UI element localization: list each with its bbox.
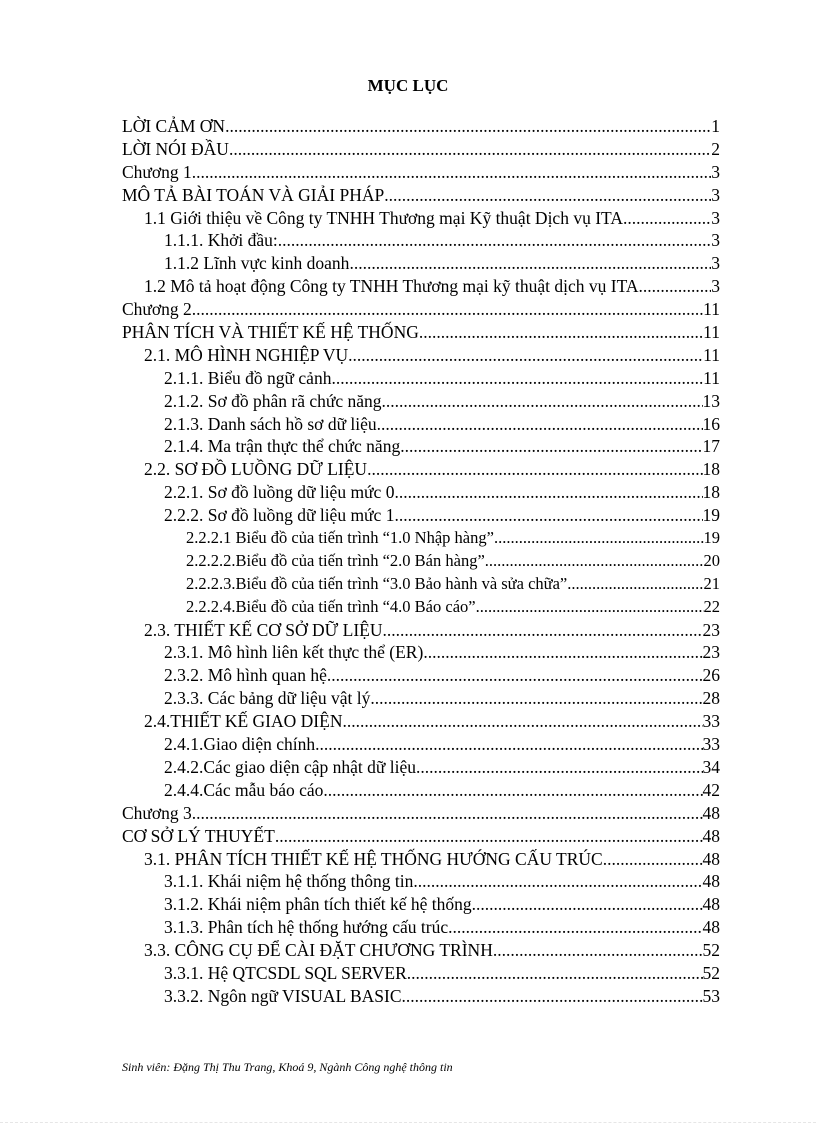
toc-entry xyxy=(122,116,720,139)
toc-entry-label: 1.2 Mô tả hoạt động Công ty TNHH Thương mại kỹ thuật dịch vụ ITA xyxy=(144,276,639,297)
toc-entry xyxy=(122,620,720,643)
toc-entry xyxy=(122,505,720,528)
toc-entry-page: 11 xyxy=(703,367,720,388)
dot-leader xyxy=(476,597,704,617)
dot-leader xyxy=(370,688,702,709)
toc-entry-page: 48 xyxy=(702,917,720,938)
toc-entry xyxy=(122,276,720,299)
toc-entry-label: 2.3.3. Các bảng dữ liệu vật lý xyxy=(164,688,371,709)
toc-entry xyxy=(122,459,720,482)
toc-entry-label: 1.1 Giới thiệu về Công ty TNHH Thương mại Kỹ thuật Dịch vụ ITA xyxy=(144,207,623,228)
toc-entry xyxy=(122,528,720,551)
dot-leader xyxy=(413,871,702,892)
toc-entry-label: 3.3. CÔNG CỤ ĐỂ CÀI ĐẶT CHƯƠNG TRÌNH xyxy=(144,940,493,961)
toc-entry-label: 2.3.1. Mô hình liên kết thực thể (ER) xyxy=(164,642,424,663)
toc-entry-label: 1.1.1. Khởi đầu: xyxy=(164,230,278,251)
toc-entry xyxy=(122,665,720,688)
toc-entry-label: 2.2.2.3.Biểu đồ của tiến trình “3.0 Bảo hành và sửa chữa” xyxy=(186,573,568,593)
toc-entry-page: 16 xyxy=(702,413,720,434)
dot-leader xyxy=(331,368,703,389)
toc-entry-page: 11 xyxy=(703,299,720,320)
dot-leader xyxy=(423,642,702,663)
dot-leader xyxy=(367,459,702,480)
toc-entry-page: 3 xyxy=(711,161,720,182)
toc-entry-label: 3.3.2. Ngôn ngữ VISUAL BASIC xyxy=(164,985,402,1006)
toc-entry xyxy=(122,436,720,459)
toc-entry-label: 2.3. THIẾT KẾ CƠ SỞ DỮ LIỆU xyxy=(144,619,383,640)
toc-entry-label: 2.1.3. Danh sách hồ sơ dữ liệu xyxy=(164,413,377,434)
dot-leader xyxy=(348,345,703,366)
dot-leader xyxy=(448,917,702,938)
toc-entry-label: 2.4.1.Giao diện chính xyxy=(164,734,316,755)
toc-entry-page: 19 xyxy=(702,505,720,526)
toc-entry-label: PHÂN TÍCH VÀ THIẾT KẾ HỆ THỐNG xyxy=(122,322,419,343)
dot-leader xyxy=(494,528,704,548)
toc-entry-page: 21 xyxy=(703,573,720,593)
toc-entry xyxy=(122,734,720,757)
toc-entry-page: 11 xyxy=(703,322,720,343)
toc-entry xyxy=(122,208,720,231)
toc-entry-page: 48 xyxy=(702,871,720,892)
dot-leader xyxy=(603,849,703,870)
dot-leader xyxy=(278,230,711,251)
toc-entry-label: 2.1.4. Ma trận thực thể chức năng xyxy=(164,436,401,457)
toc-entry-label: 2.2.1. Sơ đồ luồng dữ liệu mức 0 xyxy=(164,482,395,503)
toc-entry-page: 11 xyxy=(703,344,720,365)
toc-entry-label: 1.1.2 Lĩnh vực kinh doanh xyxy=(164,253,350,274)
toc-entry-label: MÔ TẢ BÀI TOÁN VÀ GIẢI PHÁP xyxy=(122,184,385,205)
toc-entry xyxy=(122,139,720,162)
page-footer: Sinh viên: Đặng Thị Thu Trang, Khoá 9, Ngành Công nghệ thông tin xyxy=(122,1060,453,1074)
toc-entry xyxy=(122,345,720,368)
toc-entry-page: 22 xyxy=(703,596,720,616)
toc-entry-page: 48 xyxy=(702,825,720,846)
toc-entry-page: 20 xyxy=(703,550,720,570)
toc-entry-label: Chương 2 xyxy=(122,299,192,320)
dot-leader xyxy=(493,940,703,961)
toc-entry xyxy=(122,299,720,322)
toc-entry-label: 2.4.2.Các giao diện cập nhật dữ liệu xyxy=(164,756,416,777)
toc-entry-label: 2.2. SƠ ĐỒ LUỒNG DỮ LIỆU xyxy=(144,459,368,480)
dot-leader xyxy=(192,803,703,824)
toc-entry xyxy=(122,368,720,391)
dot-leader xyxy=(485,551,704,571)
dot-leader xyxy=(382,391,703,412)
toc-entry-page: 2 xyxy=(711,138,720,159)
toc-entry-page: 3 xyxy=(711,276,720,297)
toc-entry xyxy=(122,940,720,963)
toc-entry-label: 3.1. PHÂN TÍCH THIẾT KẾ HỆ THỐNG HƯỚNG CẤU TRÚC xyxy=(144,848,603,869)
toc-entry-page: 33 xyxy=(702,711,720,732)
toc-entry-page: 3 xyxy=(711,184,720,205)
dot-leader xyxy=(229,139,711,160)
toc-entry-page: 18 xyxy=(702,459,720,480)
dot-leader xyxy=(567,574,703,594)
toc-entry-page: 53 xyxy=(702,985,720,1006)
toc-entry-page: 17 xyxy=(702,436,720,457)
toc-entry-page: 23 xyxy=(702,642,720,663)
toc-entry-page: 52 xyxy=(702,940,720,961)
toc-entry xyxy=(122,963,720,986)
toc-entry xyxy=(122,253,720,276)
toc-entry-page: 48 xyxy=(702,894,720,915)
dot-leader xyxy=(639,276,712,297)
toc-entry-page: 3 xyxy=(711,253,720,274)
toc-entry xyxy=(122,162,720,185)
toc-entry xyxy=(122,230,720,253)
toc-entry-page: 18 xyxy=(702,482,720,503)
dot-leader xyxy=(384,185,711,206)
toc-entry xyxy=(122,688,720,711)
toc-entry-label: LỜI CẢM ƠN xyxy=(122,116,226,136)
toc-entry xyxy=(122,482,720,505)
toc-entry-label: 2.4.THIẾT KẾ GIAO DIỆN xyxy=(144,711,343,732)
toc-entry-label: Chương 3 xyxy=(122,802,192,823)
toc-entry xyxy=(122,597,720,620)
toc-entry xyxy=(122,185,720,208)
toc-entry-page: 28 xyxy=(702,688,720,709)
toc-entry-page: 3 xyxy=(711,207,720,228)
toc-entry-label: 2.2.2. Sơ đồ luồng dữ liệu mức 1 xyxy=(164,505,395,526)
toc-entry-page: 13 xyxy=(702,390,720,411)
dot-leader xyxy=(382,620,702,641)
toc-entry xyxy=(122,986,720,1009)
toc-entry-page: 26 xyxy=(702,665,720,686)
toc-entry xyxy=(122,917,720,940)
table-of-contents xyxy=(122,116,720,1009)
toc-entry-page: 52 xyxy=(702,962,720,983)
toc-entry-page: 42 xyxy=(702,779,720,800)
dot-leader xyxy=(407,963,703,984)
toc-entry-label: 3.1.1. Khái niệm hệ thống thông tin xyxy=(164,871,414,892)
dot-leader xyxy=(400,436,702,457)
toc-entry-page: 1 xyxy=(711,116,720,136)
toc-entry-label: 2.2.2.1 Biểu đồ của tiến trình “1.0 Nhập hàng” xyxy=(186,528,494,548)
dot-leader xyxy=(377,414,703,435)
dot-leader xyxy=(275,826,703,847)
dot-leader xyxy=(323,780,702,801)
toc-entry-label: LỜI NÓI ĐẦU xyxy=(122,138,229,159)
toc-entry xyxy=(122,757,720,780)
toc-entry xyxy=(122,711,720,734)
dot-leader xyxy=(192,162,711,183)
toc-entry-label: Chương 1 xyxy=(122,161,192,182)
dot-leader xyxy=(225,116,711,137)
toc-entry-label: 2.1.2. Sơ đồ phân rã chức năng xyxy=(164,390,382,411)
toc-entry-label: 2.1. MÔ HÌNH NGHIỆP VỤ xyxy=(144,344,349,365)
toc-entry-label: 2.2.2.4.Biểu đồ của tiến trình “4.0 Báo cáo” xyxy=(186,596,476,616)
toc-entry-page: 23 xyxy=(702,619,720,640)
toc-entry-page: 34 xyxy=(702,756,720,777)
toc-entry xyxy=(122,391,720,414)
dot-leader xyxy=(349,253,711,274)
dot-leader xyxy=(416,757,703,778)
toc-entry xyxy=(122,642,720,665)
dot-leader xyxy=(402,986,703,1007)
toc-entry-page: 48 xyxy=(702,802,720,823)
toc-entry xyxy=(122,574,720,597)
toc-entry xyxy=(122,826,720,849)
toc-entry-label: 3.1.2. Khái niệm phân tích thiết kế hệ thống xyxy=(164,894,472,915)
toc-entry-label: 3.1.3. Phân tích hệ thống hướng cấu trúc xyxy=(164,917,449,938)
dot-leader xyxy=(394,482,702,503)
toc-entry-page: 33 xyxy=(702,734,720,755)
toc-entry-page: 48 xyxy=(702,848,720,869)
dot-leader xyxy=(342,711,702,732)
toc-entry-label: 2.4.4.Các mẫu báo cáo xyxy=(164,779,324,800)
toc-entry-label: 2.1.1. Biểu đồ ngữ cảnh xyxy=(164,367,332,388)
dot-leader xyxy=(192,299,703,320)
dot-leader xyxy=(315,734,702,755)
toc-entry-label: CƠ SỞ LÝ THUYẾT xyxy=(122,825,275,846)
toc-entry xyxy=(122,894,720,917)
page-title: MỤC LỤC xyxy=(367,76,449,95)
dot-leader xyxy=(623,208,711,229)
toc-entry-label: 2.3.2. Mô hình quan hệ xyxy=(164,665,327,686)
dot-leader xyxy=(327,665,703,686)
dot-leader xyxy=(419,322,703,343)
dot-leader xyxy=(472,894,703,915)
toc-entry-page: 19 xyxy=(703,528,720,548)
toc-entry xyxy=(122,322,720,345)
toc-entry xyxy=(122,871,720,894)
toc-entry-label: 3.3.1. Hệ QTCSDL SQL SERVER xyxy=(164,962,407,983)
toc-entry xyxy=(122,780,720,803)
toc-entry-label: 2.2.2.2.Biểu đồ của tiến trình “2.0 Bán hàng” xyxy=(186,550,485,570)
toc-entry-page: 3 xyxy=(711,230,720,251)
toc-entry xyxy=(122,803,720,826)
toc-entry xyxy=(122,414,720,437)
toc-entry xyxy=(122,849,720,872)
toc-entry xyxy=(122,551,720,574)
dot-leader xyxy=(394,505,702,526)
